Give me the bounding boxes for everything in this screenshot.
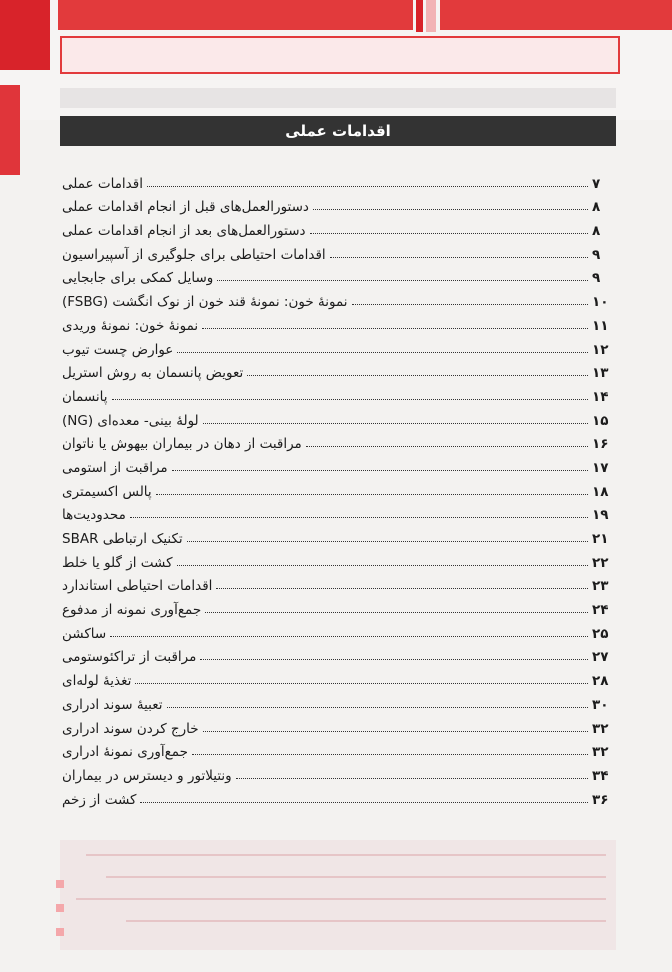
toc-dot-leader [203, 730, 588, 732]
toc-entry-page: ۲۷ [592, 649, 609, 666]
toc-entry-title: ونتیلاتور و دیسترس در بیماران [62, 767, 232, 784]
toc-dot-leader [217, 279, 588, 281]
toc-dot-leader [306, 445, 588, 447]
toc-entry[interactable] [62, 713, 614, 737]
toc-entry-title: خارج کردن سوند ادراری [62, 720, 199, 737]
toc-entry-title: مراقبت از تراکئوستومی [62, 649, 197, 666]
faint-bullet-icon [56, 928, 64, 936]
toc-entry-page: ۱۱ [592, 317, 609, 334]
toc-entry[interactable] [62, 192, 614, 216]
toc-entry-page: ۳۴ [592, 767, 609, 784]
section-title: اقدامات عملی [285, 122, 391, 140]
toc-entry-page: ۲۲ [592, 554, 609, 571]
toc-entry-page: ۱۳ [592, 365, 609, 382]
toc-dot-leader [130, 516, 588, 518]
decorative-pink-stripe [426, 0, 436, 32]
toc-entry-title: تعویض پانسمان به روش استریل [62, 365, 244, 382]
toc-entry-page: ۱۰ [592, 294, 609, 311]
decorative-red-block [0, 85, 20, 175]
toc-dot-leader [192, 753, 588, 755]
toc-entry[interactable] [62, 476, 614, 500]
toc-entry[interactable] [62, 286, 614, 310]
toc-entry[interactable] [62, 452, 614, 476]
toc-entry[interactable] [62, 523, 614, 547]
toc-entry-title: عوارض چست تیوب [62, 341, 174, 358]
toc-entry-page: ۱۷ [592, 459, 609, 476]
toc-dot-leader [236, 777, 588, 779]
toc-dot-leader [352, 303, 588, 305]
toc-entry-title: جمع‌آوری نمونه از مدفوع [62, 602, 202, 619]
toc-entry-page: ۷ [592, 175, 601, 192]
toc-dot-leader [140, 801, 588, 803]
toc-dot-leader [156, 493, 588, 495]
toc-entry[interactable] [62, 239, 614, 263]
toc-dot-leader [247, 374, 588, 376]
toc-entry-page: ۱۸ [592, 483, 609, 500]
toc-dot-leader [200, 658, 588, 660]
toc-entry-page: ۲۵ [592, 625, 609, 642]
toc-entry-title: اقدامات احتیاطی برای جلوگیری از آسپیراسیون [62, 246, 326, 263]
toc-entry-title: وسایل کمکی برای جابجایی [62, 270, 214, 287]
toc-entry-title: جمع‌آوری نمونهٔ ادراری [62, 744, 188, 761]
toc-entry-page: ۱۵ [592, 412, 609, 429]
toc-entry[interactable] [62, 358, 614, 382]
toc-entry-title: مراقبت از دهان در بیماران بیهوش یا ناتوان [62, 436, 302, 453]
toc-entry[interactable] [62, 571, 614, 595]
toc-entry[interactable] [62, 642, 614, 666]
toc-entry[interactable] [62, 784, 614, 808]
toc-dot-leader [135, 682, 588, 684]
faint-bullet-icon [56, 904, 64, 912]
toc-entry[interactable] [62, 618, 614, 642]
toc-dot-leader [205, 611, 588, 613]
toc-dot-leader [167, 706, 589, 708]
toc-dot-leader [216, 587, 588, 589]
toc-entry[interactable] [62, 429, 614, 453]
toc-entry-title: تکنیک ارتباطی SBAR [62, 531, 183, 547]
toc-entry-page: ۲۴ [592, 602, 609, 619]
toc-entry-page: ۹ [592, 270, 601, 287]
toc-entry-title: پالس اکسیمتری [62, 483, 152, 500]
section-title-bar [60, 116, 616, 146]
toc-entry-title: محدودیت‌ها [62, 507, 126, 524]
toc-entry-page: ۳۰ [592, 696, 609, 713]
toc-entry-page: ۲۸ [592, 673, 609, 690]
toc-dot-leader [147, 185, 588, 187]
toc-entry[interactable] [62, 500, 614, 524]
toc-entry[interactable] [62, 381, 614, 405]
toc-entry-page: ۹ [592, 246, 601, 263]
toc-entry[interactable] [62, 665, 614, 689]
toc-dot-leader [177, 564, 588, 566]
faint-band [60, 88, 616, 108]
toc-entry[interactable] [62, 215, 614, 239]
toc-entry[interactable] [62, 168, 614, 192]
toc-entry[interactable] [62, 310, 614, 334]
toc-entry-title: دستورالعمل‌های قبل از انجام اقدامات عملی [62, 199, 309, 216]
toc-entry-title: لولهٔ بینی- معده‌ای (NG) [62, 412, 199, 429]
toc-entry-title: اقدامات عملی [62, 175, 143, 192]
toc-entry[interactable] [62, 405, 614, 429]
toc-entry-title: نمونهٔ خون: نمونهٔ وریدی [62, 317, 199, 334]
toc-entry-title: مراقبت از استومی [62, 459, 168, 476]
toc-entry[interactable] [62, 263, 614, 287]
decorative-red-strip [440, 0, 672, 30]
toc-entry-page: ۳۲ [592, 744, 609, 761]
toc-entry[interactable] [62, 737, 614, 761]
header-frame [60, 36, 620, 74]
toc-dot-leader [202, 327, 588, 329]
toc-dot-leader [112, 398, 588, 400]
toc-entry-page: ۳۲ [592, 720, 609, 737]
toc-entry-title: تغذیهٔ لوله‌ای [62, 673, 132, 690]
toc-dot-leader [203, 422, 588, 424]
toc-entry-title: دستورالعمل‌های بعد از انجام اقدامات عملی [62, 223, 306, 240]
decorative-red-stripe [416, 0, 423, 32]
toc-entry-title: کشت از زخم [62, 791, 137, 808]
toc-entry-title: کشت از گلو یا خلط [62, 554, 173, 571]
toc-entry[interactable] [62, 594, 614, 618]
toc-dot-leader [172, 469, 588, 471]
faint-bullet-icon [56, 880, 64, 888]
toc-entry-title: تعبیهٔ سوند ادراری [62, 696, 163, 713]
table-of-contents [62, 168, 614, 808]
toc-entry-page: ۱۴ [592, 388, 609, 405]
faint-background-text-area [60, 840, 616, 950]
toc-dot-leader [177, 351, 588, 353]
decorative-red-strip [58, 0, 413, 30]
decorative-red-block [0, 0, 50, 70]
toc-entry[interactable] [62, 689, 614, 713]
toc-entry-page: ۸ [592, 199, 601, 216]
toc-entry-title: اقدامات احتیاطی استاندارد [62, 578, 213, 595]
toc-entry[interactable] [62, 334, 614, 358]
toc-entry-title: ساکشن [62, 625, 107, 642]
toc-entry[interactable] [62, 760, 614, 784]
toc-dot-leader [310, 232, 588, 234]
toc-entry-title: نمونهٔ خون: نمونهٔ قند خون از نوک انگشت (FSBG) [62, 294, 348, 311]
toc-entry-page: ۳۶ [592, 791, 609, 808]
toc-entry-title: پانسمان [62, 388, 108, 405]
toc-dot-leader [330, 256, 588, 258]
toc-dot-leader [110, 635, 588, 637]
toc-entry-page: ۱۲ [592, 341, 609, 358]
toc-dot-leader [313, 208, 588, 210]
toc-entry-page: ۸ [592, 223, 601, 240]
toc-entry-page: ۱۹ [592, 507, 609, 524]
toc-entry-page: ۱۶ [592, 436, 609, 453]
toc-entry-page: ۲۱ [592, 531, 609, 547]
toc-entry-page: ۲۳ [592, 578, 609, 595]
toc-entry[interactable] [62, 547, 614, 571]
toc-dot-leader [187, 540, 588, 542]
